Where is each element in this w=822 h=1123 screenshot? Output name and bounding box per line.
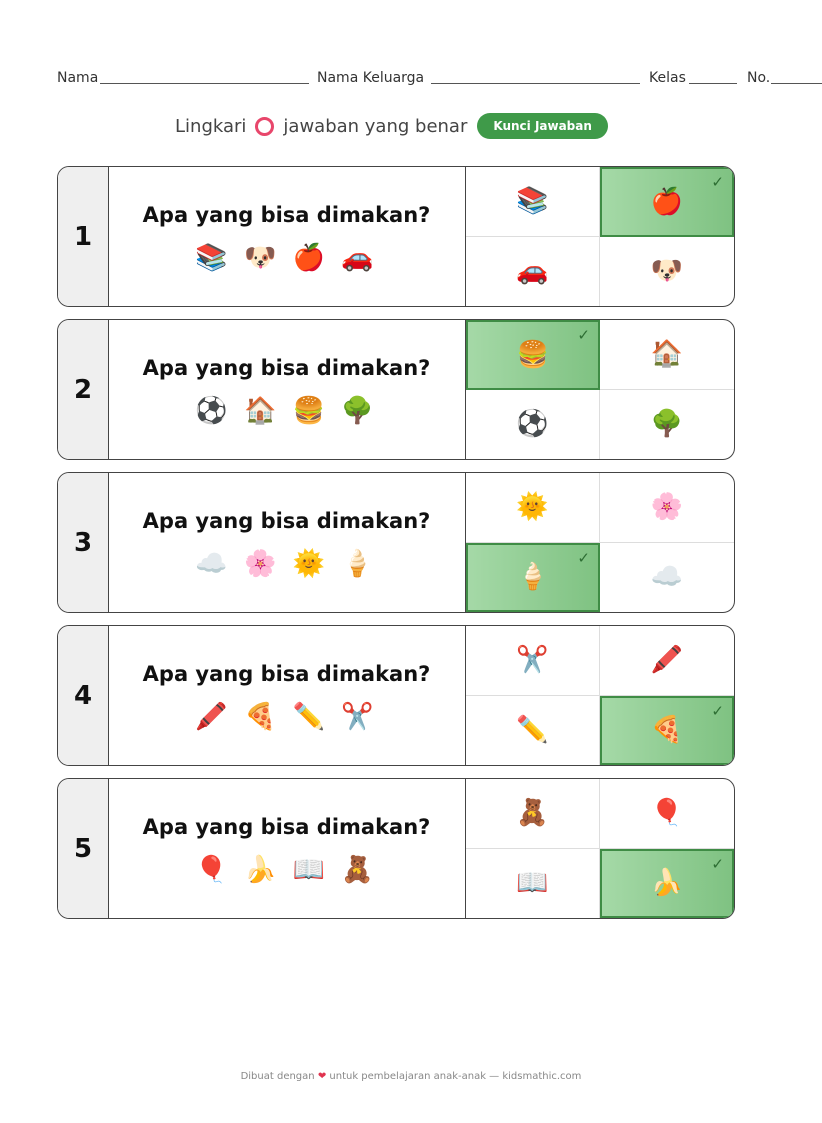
answer-option[interactable] (600, 626, 734, 696)
answer-option[interactable] (466, 237, 600, 307)
answer-grid (466, 167, 734, 306)
student-info-line (57, 70, 822, 88)
question-icons: ⚽ 🏠 🍔 🌳 (195, 396, 378, 426)
answer-grid (466, 320, 734, 459)
instruction (175, 112, 608, 140)
question-icons: ☁️ 🌸 🌞 🍦 (195, 549, 378, 579)
question-text: Apa yang bisa dimakan? (142, 509, 431, 533)
question-number: 2 (58, 320, 109, 459)
answer-option[interactable] (466, 390, 600, 460)
answer-option-correct[interactable] (600, 849, 734, 919)
checkmark-icon: ✓ (577, 326, 590, 344)
option-icon: ✏️ (516, 715, 549, 746)
circle-icon (255, 117, 274, 136)
answer-option-correct[interactable] (600, 167, 734, 237)
answer-option[interactable] (466, 696, 600, 766)
answer-key-badge: Kunci Jawaban (477, 113, 608, 139)
question-text: Apa yang bisa dimakan? (142, 356, 431, 380)
question-cell (108, 779, 466, 918)
option-icon: ✂️ (516, 645, 549, 676)
instruction-after: jawaban yang benar (283, 115, 468, 137)
answer-option[interactable] (600, 320, 734, 390)
name-field[interactable] (57, 70, 98, 86)
checkmark-icon: ✓ (711, 173, 724, 191)
question-icons: 🎈 🍌 📖 🧸 (195, 855, 378, 885)
option-icon: 🎈 (650, 798, 684, 829)
question-text: Apa yang bisa dimakan? (142, 815, 431, 839)
name-label: Nama (57, 70, 99, 86)
answer-grid (466, 779, 734, 918)
answer-option[interactable] (600, 779, 734, 849)
answer-option-correct[interactable] (466, 543, 600, 613)
answer-option[interactable] (600, 237, 734, 307)
footer-text-after: untuk pembelajaran anak-anak — kidsmathic.com (329, 1071, 582, 1082)
footer (0, 1071, 822, 1082)
instruction-before: Lingkari (175, 115, 247, 137)
question-card (57, 778, 735, 919)
answer-option[interactable] (466, 779, 600, 849)
option-icon: 🏠 (650, 339, 684, 370)
option-icon: 🌞 (516, 492, 549, 523)
question-card (57, 472, 735, 613)
option-icon: ☁️ (650, 562, 684, 593)
question-icons: 📚 🐶 🍎 🚗 (195, 243, 378, 273)
option-icon: 🚗 (516, 256, 549, 287)
option-icon: 🧸 (516, 798, 549, 829)
family-name-field[interactable] (317, 70, 424, 86)
checkmark-icon: ✓ (577, 548, 590, 567)
question-number: 5 (58, 779, 109, 918)
question-icons: 🖍️ 🍕 ✏️ ✂️ (195, 702, 378, 732)
answer-option-correct[interactable] (600, 696, 734, 766)
class-label: Kelas (649, 70, 686, 86)
question-cell (108, 473, 466, 612)
question-cell (108, 626, 466, 765)
answer-option[interactable] (600, 390, 734, 460)
option-icon: 🍦 (516, 562, 550, 593)
footer-text-before: Dibuat dengan (240, 1071, 315, 1082)
question-card (57, 625, 735, 766)
number-field[interactable] (747, 70, 770, 86)
checkmark-icon: ✓ (711, 854, 724, 873)
class-field[interactable] (649, 70, 686, 86)
family-name-label: Nama Keluarga (317, 70, 425, 86)
option-icon: 📚 (516, 186, 549, 217)
option-icon: 🐶 (650, 256, 684, 287)
answer-option[interactable] (466, 626, 600, 696)
answer-option[interactable] (466, 849, 600, 919)
option-icon: 🍔 (516, 339, 550, 370)
answer-option[interactable] (466, 473, 600, 543)
option-icon: 🖍️ (650, 645, 684, 676)
question-number: 4 (58, 626, 109, 765)
option-icon: 📖 (516, 868, 549, 899)
answer-grid (466, 473, 734, 612)
question-number: 3 (58, 473, 109, 612)
option-icon: 🍌 (650, 868, 684, 899)
question-text: Apa yang bisa dimakan? (142, 662, 431, 686)
question-card (57, 319, 735, 460)
option-icon: 🌸 (650, 492, 684, 523)
heart-icon: ❤ (317, 1071, 327, 1082)
question-number: 1 (58, 167, 109, 306)
checkmark-icon: ✓ (711, 701, 724, 720)
answer-option[interactable] (600, 543, 734, 613)
option-icon: ⚽ (516, 409, 549, 440)
question-cell (108, 167, 466, 306)
answer-option-correct[interactable] (466, 320, 600, 390)
answer-option[interactable] (600, 473, 734, 543)
question-cell (108, 320, 466, 459)
number-label: No. (747, 70, 771, 86)
option-icon: 🌳 (650, 409, 684, 440)
option-icon: 🍎 (650, 186, 684, 217)
question-card (57, 166, 735, 307)
answer-grid (466, 626, 734, 765)
question-text: Apa yang bisa dimakan? (142, 203, 431, 227)
option-icon: 🍕 (650, 715, 684, 746)
answer-option[interactable] (466, 167, 600, 237)
